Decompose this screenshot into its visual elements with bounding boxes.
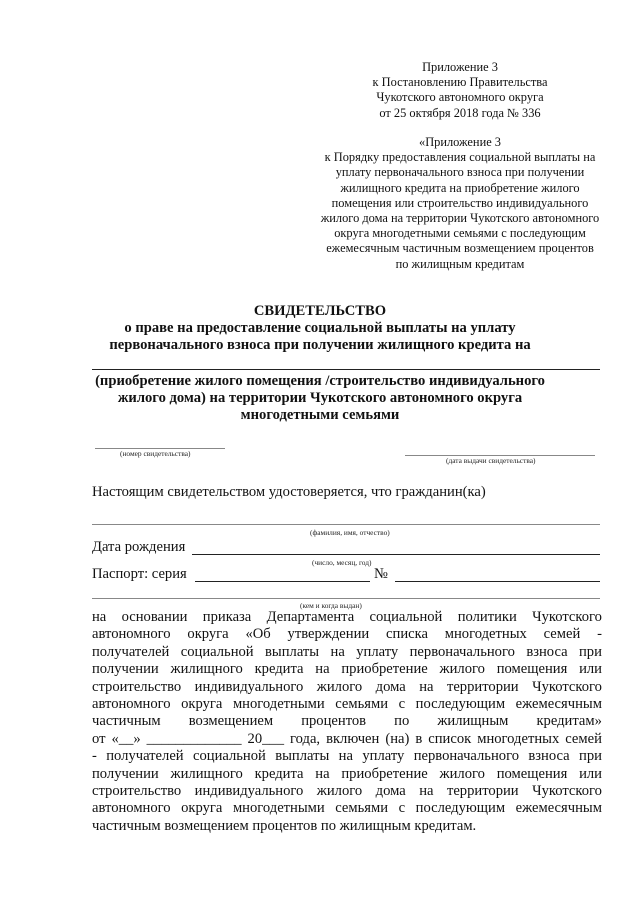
body-word: первоначального bbox=[413, 748, 519, 765]
body-line bbox=[92, 713, 602, 730]
body-paragraph bbox=[92, 609, 602, 835]
body-word: жилого bbox=[439, 661, 485, 678]
title-line: о праве на предоставление социальной выплаты на уплату bbox=[124, 320, 516, 336]
body-word: автономного bbox=[92, 696, 171, 713]
appendix-line: от 25 октября 2018 года № 336 bbox=[379, 105, 541, 120]
body-word: территории bbox=[446, 678, 519, 695]
body-word: по bbox=[394, 713, 410, 730]
body-word: Чукотского bbox=[532, 783, 602, 800]
body-line bbox=[92, 609, 602, 626]
body-word: на bbox=[419, 678, 434, 695]
body-word: жилого bbox=[439, 765, 485, 782]
body-word: семей bbox=[565, 730, 602, 747]
body-line bbox=[92, 679, 602, 696]
body-word: взноса bbox=[526, 643, 568, 660]
body-word: помещения bbox=[496, 765, 568, 782]
title-line: (приобретение жилого помещения /строительство индивидуального bbox=[95, 373, 545, 389]
body-word: Чукотского bbox=[532, 678, 602, 695]
body-word: социальной bbox=[180, 643, 254, 660]
body-line bbox=[92, 731, 602, 748]
body-word: индивидуального bbox=[194, 783, 304, 800]
cert-number-caption: (номер свидетельства) bbox=[120, 449, 191, 458]
appendix-ref-line: жилого дома на территории Чукотского автономного bbox=[320, 211, 600, 226]
passport-number-sign: № bbox=[374, 566, 388, 582]
title-line: многодетными семьями bbox=[240, 407, 400, 423]
body-word: выплаты bbox=[275, 748, 330, 765]
full-name-line bbox=[92, 524, 600, 525]
body-word: при bbox=[578, 643, 602, 660]
birth-date-caption: (число, месяц, год) bbox=[312, 558, 372, 567]
body-word: жилищного bbox=[170, 765, 243, 782]
body-word: «__» bbox=[111, 730, 141, 747]
body-word: кредита bbox=[254, 661, 304, 678]
appendix-ref-line: жилищного кредита на приобретение жилого bbox=[340, 180, 580, 195]
body-word: приобретение bbox=[341, 661, 428, 678]
body-word: при bbox=[579, 748, 602, 765]
body-word: жилого bbox=[316, 783, 363, 800]
body-word: выплаты bbox=[265, 643, 320, 660]
body-word: «Об bbox=[245, 626, 271, 643]
body-word: взноса bbox=[528, 748, 570, 765]
body-word: года, bbox=[290, 730, 321, 747]
birth-date-label: Дата рождения bbox=[92, 539, 186, 555]
body-word: социальной bbox=[369, 609, 443, 625]
body-word: кредита bbox=[254, 765, 304, 782]
body-word: многодетными bbox=[232, 696, 325, 713]
body-word: утверждении bbox=[287, 626, 370, 643]
body-word: списка bbox=[386, 626, 428, 643]
appendix-header bbox=[300, 60, 620, 121]
appendix-reference bbox=[300, 135, 620, 272]
body-word: многодетными bbox=[232, 800, 325, 817]
body-word: процентов bbox=[301, 713, 367, 730]
appendix-ref-line: помещения или строительство индивидуального bbox=[331, 195, 589, 210]
issue-date-caption: (дата выдачи свидетельства) bbox=[446, 456, 536, 465]
body-line bbox=[92, 644, 602, 661]
body-word: строительство bbox=[92, 783, 182, 800]
appendix-line: к Постановлению Правительства bbox=[372, 75, 548, 90]
body-word: (на) bbox=[385, 730, 410, 747]
body-word: территории bbox=[446, 783, 519, 800]
body-word: _____________ bbox=[146, 730, 242, 747]
body-word: возмещением bbox=[188, 713, 274, 730]
passport-series-line bbox=[195, 581, 370, 582]
full-name-caption: (фамилия, имя, отчество) bbox=[310, 528, 390, 537]
body-word: социальной bbox=[192, 748, 266, 765]
body-word: на bbox=[315, 661, 330, 678]
body-word: на bbox=[315, 765, 330, 782]
appendix-line: Приложение 3 bbox=[422, 60, 498, 74]
body-word: или bbox=[579, 661, 602, 678]
body-word: многодетных bbox=[444, 626, 527, 643]
body-word: основании bbox=[121, 609, 188, 625]
body-word: первоначального bbox=[409, 643, 515, 660]
appendix-ref-line: ежемесячным частичным возмещением процентов bbox=[326, 241, 594, 256]
title-line: первоначального взноса при получении жилищного кредита на bbox=[109, 337, 531, 353]
body-word: округа bbox=[181, 696, 223, 713]
body-word: ежемесячным bbox=[515, 800, 602, 817]
body-word: приобретение bbox=[341, 765, 428, 782]
body-word: или bbox=[579, 765, 602, 782]
document-title-continued bbox=[60, 373, 580, 424]
body-word: жилищного bbox=[170, 661, 243, 678]
body-word: ежемесячным bbox=[515, 696, 602, 713]
body-word: получателей bbox=[92, 643, 170, 660]
body-word: последующим bbox=[415, 800, 506, 817]
body-word: жилого bbox=[316, 678, 363, 695]
body-word: жилищным bbox=[437, 713, 509, 730]
body-word: с bbox=[398, 800, 406, 817]
body-word: автономного bbox=[92, 626, 171, 643]
body-word: округа bbox=[187, 626, 229, 643]
body-word: от bbox=[92, 730, 106, 747]
body-word: семей bbox=[543, 626, 581, 643]
body-word: на bbox=[419, 783, 434, 800]
appendix-ref-line: уплату первоначального взноса при получении bbox=[335, 165, 585, 180]
body-word: дома bbox=[375, 678, 406, 695]
body-word: дома bbox=[375, 783, 406, 800]
body-word: с bbox=[398, 696, 406, 713]
body-word: - bbox=[92, 748, 97, 765]
body-line bbox=[92, 748, 602, 765]
body-line-last: частичным возмещением процентов по жилищным кредитам. bbox=[92, 817, 477, 834]
body-word: приказа bbox=[202, 609, 252, 625]
body-word: частичным bbox=[92, 713, 161, 730]
body-word: уплату bbox=[362, 748, 405, 765]
title-line: жилого дома) на территории Чукотского автономного округа bbox=[117, 390, 523, 406]
appendix-line: Чукотского автономного округа bbox=[376, 90, 544, 105]
body-word: семьями bbox=[335, 800, 389, 817]
body-line bbox=[92, 696, 602, 713]
body-word: семьями bbox=[335, 696, 389, 713]
body-word: на bbox=[330, 643, 345, 660]
body-word: индивидуального bbox=[194, 678, 304, 695]
body-word: округа bbox=[181, 800, 223, 817]
title-fill-line bbox=[92, 369, 600, 370]
title-heading: СВИДЕТЕЛЬСТВО bbox=[253, 303, 387, 319]
body-line bbox=[92, 661, 602, 678]
body-word: Департамента bbox=[266, 609, 355, 625]
body-word: включен bbox=[326, 730, 380, 747]
body-line bbox=[92, 800, 602, 817]
body-word: многодетных bbox=[477, 730, 560, 747]
body-word: Чукотского bbox=[532, 609, 602, 625]
body-word: - bbox=[597, 626, 602, 643]
body-word: получении bbox=[92, 765, 159, 782]
appendix-ref-line: по жилищным кредитам bbox=[395, 256, 525, 271]
birth-date-line bbox=[192, 554, 600, 555]
passport-label: Паспорт: серия bbox=[92, 566, 187, 582]
body-word: получателей bbox=[106, 748, 184, 765]
body-word: в bbox=[415, 730, 423, 747]
appendix-ref-line: «Приложение 3 bbox=[419, 135, 501, 149]
body-word: строительство bbox=[92, 678, 182, 695]
body-word: последующим bbox=[415, 696, 506, 713]
body-word: уплату bbox=[356, 643, 399, 660]
body-line bbox=[92, 766, 602, 783]
body-word: список bbox=[428, 730, 472, 747]
document-title bbox=[60, 303, 580, 354]
body-word: получении bbox=[92, 661, 159, 678]
intro-text: Настоящим свидетельством удостоверяется, что гражданин(ка) bbox=[92, 484, 486, 500]
appendix-ref-line: к Порядку предоставления социальной выплаты на bbox=[324, 150, 596, 165]
body-word: на bbox=[92, 609, 107, 625]
body-word: автономного bbox=[92, 800, 171, 817]
body-word: 20___ bbox=[247, 730, 285, 747]
body-word: кредитам» bbox=[536, 713, 602, 730]
issued-by-caption: (кем и когда выдан) bbox=[300, 601, 362, 610]
issued-by-line bbox=[92, 598, 600, 599]
body-word: помещения bbox=[496, 661, 568, 678]
body-line bbox=[92, 626, 602, 643]
body-word: на bbox=[338, 748, 353, 765]
appendix-ref-line: округа многодетными семьями с последующим bbox=[334, 226, 586, 241]
body-line bbox=[92, 783, 602, 800]
passport-number-line bbox=[395, 581, 600, 582]
body-word: политики bbox=[457, 609, 517, 625]
